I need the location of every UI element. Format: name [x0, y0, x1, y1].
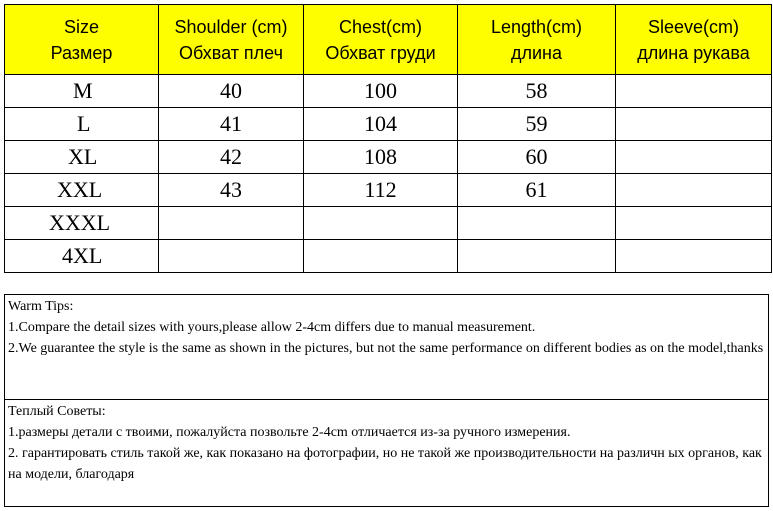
warm-tips-english [4, 294, 769, 400]
header-shoulder-en: Shoulder (cm) [174, 16, 288, 37]
size-cell: M [5, 75, 159, 108]
chest-cell: 100 [304, 75, 458, 108]
size-cell: XXXL [5, 207, 159, 240]
header-size-en: Size [63, 16, 99, 37]
shoulder-cell: 43 [159, 174, 304, 207]
header-sleeve-en: Sleeve(cm) [647, 16, 740, 37]
table-row [5, 108, 772, 141]
size-chart-table [4, 4, 772, 273]
length-cell: 59 [458, 108, 616, 141]
header-chest-en: Chest(cm) [338, 16, 422, 37]
tips-line-2: 2. гарантировать стиль такой же, как показано на фотографии, но не такой же производительности на различн ых органов, как на модели, благодаря [8, 446, 762, 482]
shoulder-cell [159, 240, 304, 273]
tips-line-2: 2.We guarantee the style is the same as shown in the pictures, but not the same performance on different bodies as on the model,thanks [8, 341, 764, 356]
header-length-en: Length(cm) [490, 16, 583, 37]
length-cell [458, 207, 616, 240]
chest-cell: 112 [304, 174, 458, 207]
shoulder-cell: 42 [159, 141, 304, 174]
header-shoulder-ru: Обхват плеч [179, 42, 283, 63]
size-cell: XXL [5, 174, 159, 207]
tips-title: Warm Tips: [8, 299, 74, 314]
tips-title: Теплый Советы: [8, 404, 106, 419]
shoulder-cell [159, 207, 304, 240]
warm-tips-russian [4, 399, 769, 507]
header-sleeve-ru: длина рукава [637, 42, 750, 63]
header-chest-ru: Обхват груди [325, 42, 436, 63]
size-cell: L [5, 108, 159, 141]
length-cell [458, 240, 616, 273]
chest-cell [304, 240, 458, 273]
table-row [5, 75, 772, 108]
size-cell: XL [5, 141, 159, 174]
sleeve-cell [616, 108, 772, 141]
shoulder-cell: 41 [159, 108, 304, 141]
header-length-ru: длина [510, 42, 562, 63]
shoulder-cell: 40 [159, 75, 304, 108]
sleeve-cell [616, 240, 772, 273]
header-sleeve [616, 5, 772, 75]
size-cell: 4XL [5, 240, 159, 273]
length-cell: 60 [458, 141, 616, 174]
header-size-ru: Размер [50, 42, 113, 63]
tips-line-1: 1.Compare the detail sizes with yours,please allow 2-4cm differs due to manual measurement. [8, 320, 536, 335]
chest-cell: 104 [304, 108, 458, 141]
header-shoulder [159, 5, 304, 75]
chest-cell: 108 [304, 141, 458, 174]
chest-cell [304, 207, 458, 240]
header-size [5, 5, 159, 75]
sleeve-cell [616, 75, 772, 108]
sleeve-cell [616, 141, 772, 174]
table-row [5, 141, 772, 174]
sleeve-cell [616, 207, 772, 240]
sleeve-cell [616, 174, 772, 207]
length-cell: 58 [458, 75, 616, 108]
length-cell: 61 [458, 174, 616, 207]
header-length [458, 5, 616, 75]
header-chest [304, 5, 458, 75]
tips-line-1: 1.размеры детали с твоими, пожалуйста позвольте 2-4cm отличается из-за ручного измерения. [8, 425, 571, 440]
table-row [5, 174, 772, 207]
table-row [5, 207, 772, 240]
table-row [5, 240, 772, 273]
header-row [5, 5, 772, 75]
